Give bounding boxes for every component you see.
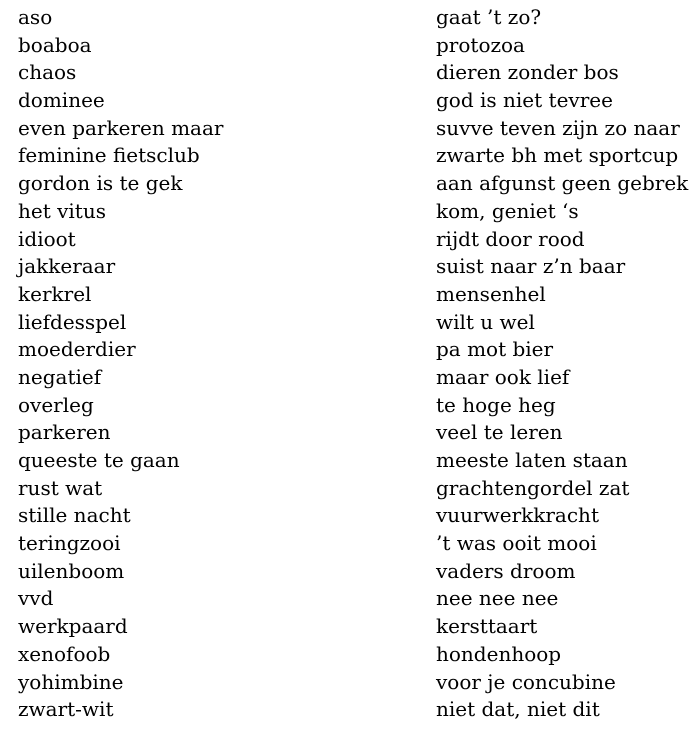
right-phrase-item: rijdt door rood [436,226,585,251]
right-phrase-item: maar ook lief [436,364,570,389]
left-word-item: vvd [18,586,54,611]
left-word-item: het vitus [18,198,106,223]
right-phrase-item: dieren zonder bos [436,60,619,85]
right-phrase-item: hondenhoop [436,641,562,666]
left-word-item: zwart-wit [18,697,114,722]
left-word-item: rust wat [18,475,103,500]
left-word-item: stille nacht [18,503,131,528]
left-word-item: aso [18,5,53,29]
left-word-item: dominee [18,88,105,113]
right-phrase-item: ’t was ooit mooi [436,531,597,556]
left-word-item: jakkeraar [18,254,116,279]
left-word-item: chaos [18,60,77,85]
right-phrase-item: meeste laten staan [436,448,628,472]
left-word-item: feminine fietsclub [18,143,200,168]
left-word-item: teringzooi [18,531,121,556]
left-word-item: kerkrel [18,281,92,306]
right-phrase-item: nee nee nee [436,586,559,611]
left-word-item: yohimbine [18,669,124,694]
left-word-item: gordon is te gek [18,171,183,196]
right-phrase-item: protozoa [436,32,525,57]
left-word-column [18,4,418,724]
left-word-item: overleg [18,392,94,417]
left-word-item: xenofoob [18,641,111,666]
left-word-item: liefdesspel [18,309,127,334]
right-phrase-item: vaders droom [436,558,576,583]
right-phrase-item: grachtengordel zat [436,475,630,500]
right-phrase-item: god is niet tevree [436,88,613,113]
left-word-item: werkpaard [18,614,128,639]
right-phrase-item: niet dat, niet dit [436,697,600,722]
left-word-item: moederdier [18,337,136,362]
left-word-item: queeste te gaan [18,448,180,472]
right-phrase-item: pa mot bier [436,337,554,362]
right-phrase-item: kom, geniet ‘s [436,198,579,223]
left-word-item: negatief [18,364,102,389]
left-word-item: idioot [18,226,76,251]
right-phrase-item: te hoge heg [436,392,556,417]
right-phrase-item: kersttaart [436,614,538,639]
right-phrase-item: gaat ’t zo? [436,5,542,29]
right-phrase-column [436,4,698,724]
left-word-item: boaboa [18,32,92,57]
right-phrase-item: voor je concubine [436,669,616,694]
left-word-item: even parkeren maar [18,115,224,140]
left-word-item: uilenboom [18,558,125,583]
right-phrase-item: wilt u wel [436,309,535,334]
right-phrase-item: mensenhel [436,281,546,306]
left-word-item: parkeren [18,420,111,445]
right-phrase-item: aan afgunst geen gebrek [436,171,689,196]
right-phrase-item: veel te leren [436,420,563,445]
right-phrase-item: vuurwerkkracht [436,503,599,528]
right-phrase-item: suvve teven zijn zo naar [436,115,680,140]
right-phrase-item: zwarte bh met sportcup [436,143,679,168]
right-phrase-item: suist naar z’n baar [436,254,626,279]
